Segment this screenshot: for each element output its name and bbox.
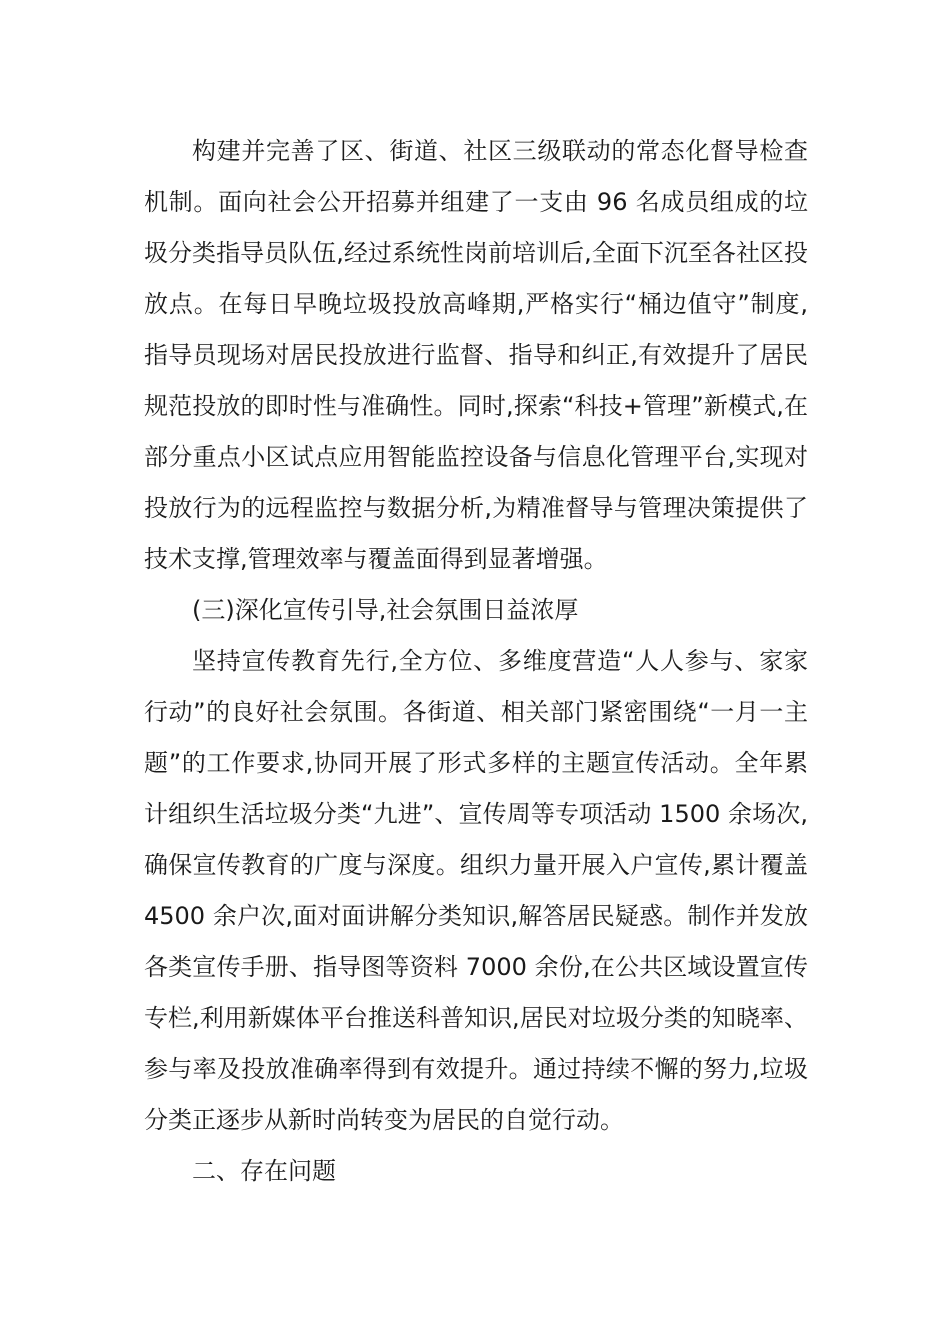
body-paragraph-supervision: 构建并完善了区、街道、社区三级联动的常态化督导检查机制。面向社会公开招募并组建了一支由 96 名成员组成的垃圾分类指导员队伍,经过系统性岗前培训后,全面下沉至各社区投放点。在每日早晚垃圾投放高峰期,严格实行“桶边值守”制度,指导员现场对居民投放进行监督、指导和纠正,有效提升了居民规范投放的即时性与准确性。同时,探索“科技+管理”新模式,在部分重点小区试点应用智能监控设备与信息化管理平台,实现对投放行为的远程监控与数据分析,为精准督导与管理决策提供了技术支撑,管理效率与覆盖面得到显著增强。	[144, 137, 808, 573]
section-heading-publicity: (三)深化宣传引导,社会氛围日益浓厚	[192, 596, 579, 624]
body-paragraph-publicity: 坚持宣传教育先行,全方位、多维度营造“人人参与、家家行动”的良好社会氛围。各街道、相关部门紧密围绕“一月一主题”的工作要求,协同开展了形式多样的主题宣传活动。全年累计组织生活垃圾分类“九进”、宣传周等专项活动 1500 余场次,确保宣传教育的广度与深度。组织力量开展入户宣传,累计覆盖 4500 余户次,面对面讲解分类知识,解答居民疑惑。制作并发放各类宣传手册、指导图等资料 7000 余份,在公共区域设置宣传专栏,利用新媒体平台推送科普知识,居民对垃圾分类的知晓率、参与率及投放准确率得到有效提升。通过持续不懈的努力,垃圾分类正逐步从新时尚转变为居民的自觉行动。	[144, 647, 808, 1134]
document-page	[144, 126, 808, 1197]
section-heading-problems: 二、存在问题	[192, 1157, 336, 1185]
